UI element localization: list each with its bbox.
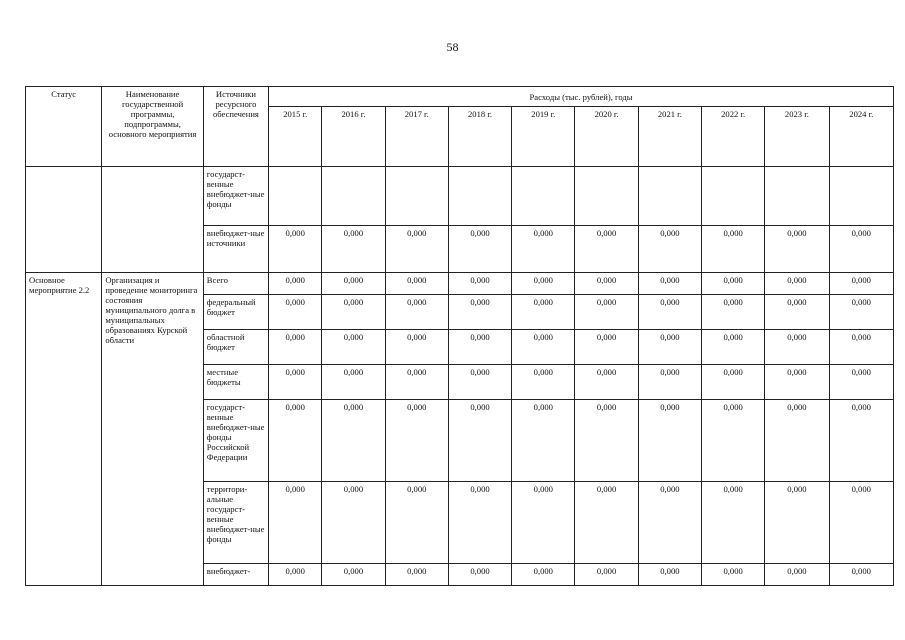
amount-cell: 0,000 bbox=[322, 482, 385, 564]
amount-cell: 0,000 bbox=[322, 295, 385, 330]
table-row bbox=[26, 273, 894, 295]
amount-cell: 0,000 bbox=[702, 330, 765, 365]
funding-source-cell: федеральный бюджет bbox=[203, 295, 268, 330]
amount-cell: 0,000 bbox=[829, 273, 893, 295]
amount-cell: 0,000 bbox=[385, 400, 448, 482]
amount-cell: 0,000 bbox=[448, 295, 511, 330]
status-cell: Основное мероприятие 2.2 bbox=[26, 273, 102, 586]
amount-cell: 0,000 bbox=[638, 564, 701, 586]
amount-cell: 0,000 bbox=[765, 330, 829, 365]
funding-source-cell: государст-венные внебюджет-ные фонды bbox=[203, 167, 268, 226]
amount-cell bbox=[448, 167, 511, 226]
amount-cell: 0,000 bbox=[702, 400, 765, 482]
header-year: 2021 г. bbox=[638, 107, 701, 167]
amount-cell: 0,000 bbox=[385, 226, 448, 273]
amount-cell: 0,000 bbox=[765, 400, 829, 482]
funding-source-cell: Всего bbox=[203, 273, 268, 295]
amount-cell: 0,000 bbox=[829, 330, 893, 365]
amount-cell: 0,000 bbox=[512, 564, 575, 586]
amount-cell: 0,000 bbox=[512, 273, 575, 295]
header-sources: Источники ресурсного обеспечения bbox=[203, 87, 268, 167]
budget-table bbox=[25, 86, 894, 586]
amount-cell: 0,000 bbox=[322, 400, 385, 482]
header-year: 2022 г. bbox=[702, 107, 765, 167]
amount-cell: 0,000 bbox=[829, 564, 893, 586]
amount-cell: 0,000 bbox=[322, 273, 385, 295]
header-year: 2017 г. bbox=[385, 107, 448, 167]
header-year: 2015 г. bbox=[269, 107, 322, 167]
amount-cell: 0,000 bbox=[385, 365, 448, 400]
program-name-cell bbox=[102, 167, 203, 273]
amount-cell: 0,000 bbox=[829, 400, 893, 482]
amount-cell: 0,000 bbox=[702, 226, 765, 273]
amount-cell: 0,000 bbox=[385, 295, 448, 330]
funding-source-cell: государст-венные внебюджет-ные фонды Российской Федерации bbox=[203, 400, 268, 482]
amount-cell bbox=[702, 167, 765, 226]
amount-cell: 0,000 bbox=[829, 226, 893, 273]
amount-cell: 0,000 bbox=[765, 273, 829, 295]
amount-cell: 0,000 bbox=[448, 226, 511, 273]
amount-cell bbox=[269, 167, 322, 226]
amount-cell: 0,000 bbox=[765, 295, 829, 330]
amount-cell: 0,000 bbox=[512, 226, 575, 273]
program-name-cell: Организация и проведение мониторинга состояния муниципального долга в муниципальных образованиях Курской области bbox=[102, 273, 203, 586]
amount-cell: 0,000 bbox=[269, 273, 322, 295]
amount-cell: 0,000 bbox=[269, 226, 322, 273]
amount-cell: 0,000 bbox=[765, 365, 829, 400]
header-year: 2018 г. bbox=[448, 107, 511, 167]
amount-cell: 0,000 bbox=[512, 400, 575, 482]
page-number: 58 bbox=[446, 40, 459, 54]
amount-cell: 0,000 bbox=[269, 295, 322, 330]
amount-cell: 0,000 bbox=[269, 564, 322, 586]
amount-cell: 0,000 bbox=[448, 482, 511, 564]
amount-cell: 0,000 bbox=[269, 400, 322, 482]
amount-cell: 0,000 bbox=[702, 295, 765, 330]
header-expenses: Расходы (тыс. рублей), годы bbox=[269, 87, 894, 107]
amount-cell: 0,000 bbox=[448, 564, 511, 586]
amount-cell: 0,000 bbox=[638, 365, 701, 400]
amount-cell: 0,000 bbox=[575, 365, 638, 400]
amount-cell bbox=[765, 167, 829, 226]
header-name: Наименование государственной программы, подпрограммы, основного мероприятия bbox=[102, 87, 203, 167]
amount-cell: 0,000 bbox=[322, 365, 385, 400]
amount-cell: 0,000 bbox=[765, 564, 829, 586]
header-status: Статус bbox=[26, 87, 102, 167]
amount-cell: 0,000 bbox=[702, 365, 765, 400]
amount-cell bbox=[512, 167, 575, 226]
status-cell bbox=[26, 167, 102, 273]
amount-cell: 0,000 bbox=[448, 365, 511, 400]
amount-cell: 0,000 bbox=[765, 226, 829, 273]
amount-cell: 0,000 bbox=[638, 273, 701, 295]
amount-cell: 0,000 bbox=[385, 330, 448, 365]
amount-cell: 0,000 bbox=[702, 482, 765, 564]
amount-cell: 0,000 bbox=[575, 482, 638, 564]
amount-cell: 0,000 bbox=[385, 482, 448, 564]
amount-cell: 0,000 bbox=[269, 330, 322, 365]
header-year: 2016 г. bbox=[322, 107, 385, 167]
amount-cell: 0,000 bbox=[448, 273, 511, 295]
amount-cell: 0,000 bbox=[322, 330, 385, 365]
funding-source-cell: областной бюджет bbox=[203, 330, 268, 365]
amount-cell: 0,000 bbox=[385, 273, 448, 295]
amount-cell: 0,000 bbox=[385, 564, 448, 586]
table-row bbox=[26, 167, 894, 226]
amount-cell bbox=[638, 167, 701, 226]
amount-cell: 0,000 bbox=[269, 365, 322, 400]
amount-cell: 0,000 bbox=[638, 400, 701, 482]
amount-cell bbox=[322, 167, 385, 226]
amount-cell: 0,000 bbox=[575, 226, 638, 273]
amount-cell bbox=[575, 167, 638, 226]
amount-cell: 0,000 bbox=[829, 295, 893, 330]
funding-source-cell: внебюджет-ные источники bbox=[203, 226, 268, 273]
amount-cell: 0,000 bbox=[512, 330, 575, 365]
amount-cell: 0,000 bbox=[269, 482, 322, 564]
amount-cell: 0,000 bbox=[575, 400, 638, 482]
amount-cell: 0,000 bbox=[638, 226, 701, 273]
amount-cell: 0,000 bbox=[512, 482, 575, 564]
header-year: 2019 г. bbox=[512, 107, 575, 167]
amount-cell: 0,000 bbox=[322, 226, 385, 273]
amount-cell: 0,000 bbox=[638, 482, 701, 564]
funding-source-cell: местные бюджеты bbox=[203, 365, 268, 400]
amount-cell: 0,000 bbox=[448, 330, 511, 365]
amount-cell: 0,000 bbox=[765, 482, 829, 564]
amount-cell: 0,000 bbox=[575, 273, 638, 295]
funding-source-cell: внебюджет- bbox=[203, 564, 268, 586]
amount-cell: 0,000 bbox=[575, 330, 638, 365]
amount-cell: 0,000 bbox=[575, 295, 638, 330]
amount-cell: 0,000 bbox=[638, 330, 701, 365]
header-year: 2024 г. bbox=[829, 107, 893, 167]
amount-cell: 0,000 bbox=[829, 365, 893, 400]
amount-cell: 0,000 bbox=[829, 482, 893, 564]
amount-cell: 0,000 bbox=[702, 273, 765, 295]
amount-cell bbox=[385, 167, 448, 226]
amount-cell: 0,000 bbox=[512, 295, 575, 330]
amount-cell: 0,000 bbox=[448, 400, 511, 482]
funding-source-cell: территори-альные государст-венные внебюджет-ные фонды bbox=[203, 482, 268, 564]
header-year: 2023 г. bbox=[765, 107, 829, 167]
amount-cell: 0,000 bbox=[702, 564, 765, 586]
amount-cell: 0,000 bbox=[638, 295, 701, 330]
amount-cell: 0,000 bbox=[512, 365, 575, 400]
header-year: 2020 г. bbox=[575, 107, 638, 167]
amount-cell bbox=[829, 167, 893, 226]
amount-cell: 0,000 bbox=[575, 564, 638, 586]
amount-cell: 0,000 bbox=[322, 564, 385, 586]
